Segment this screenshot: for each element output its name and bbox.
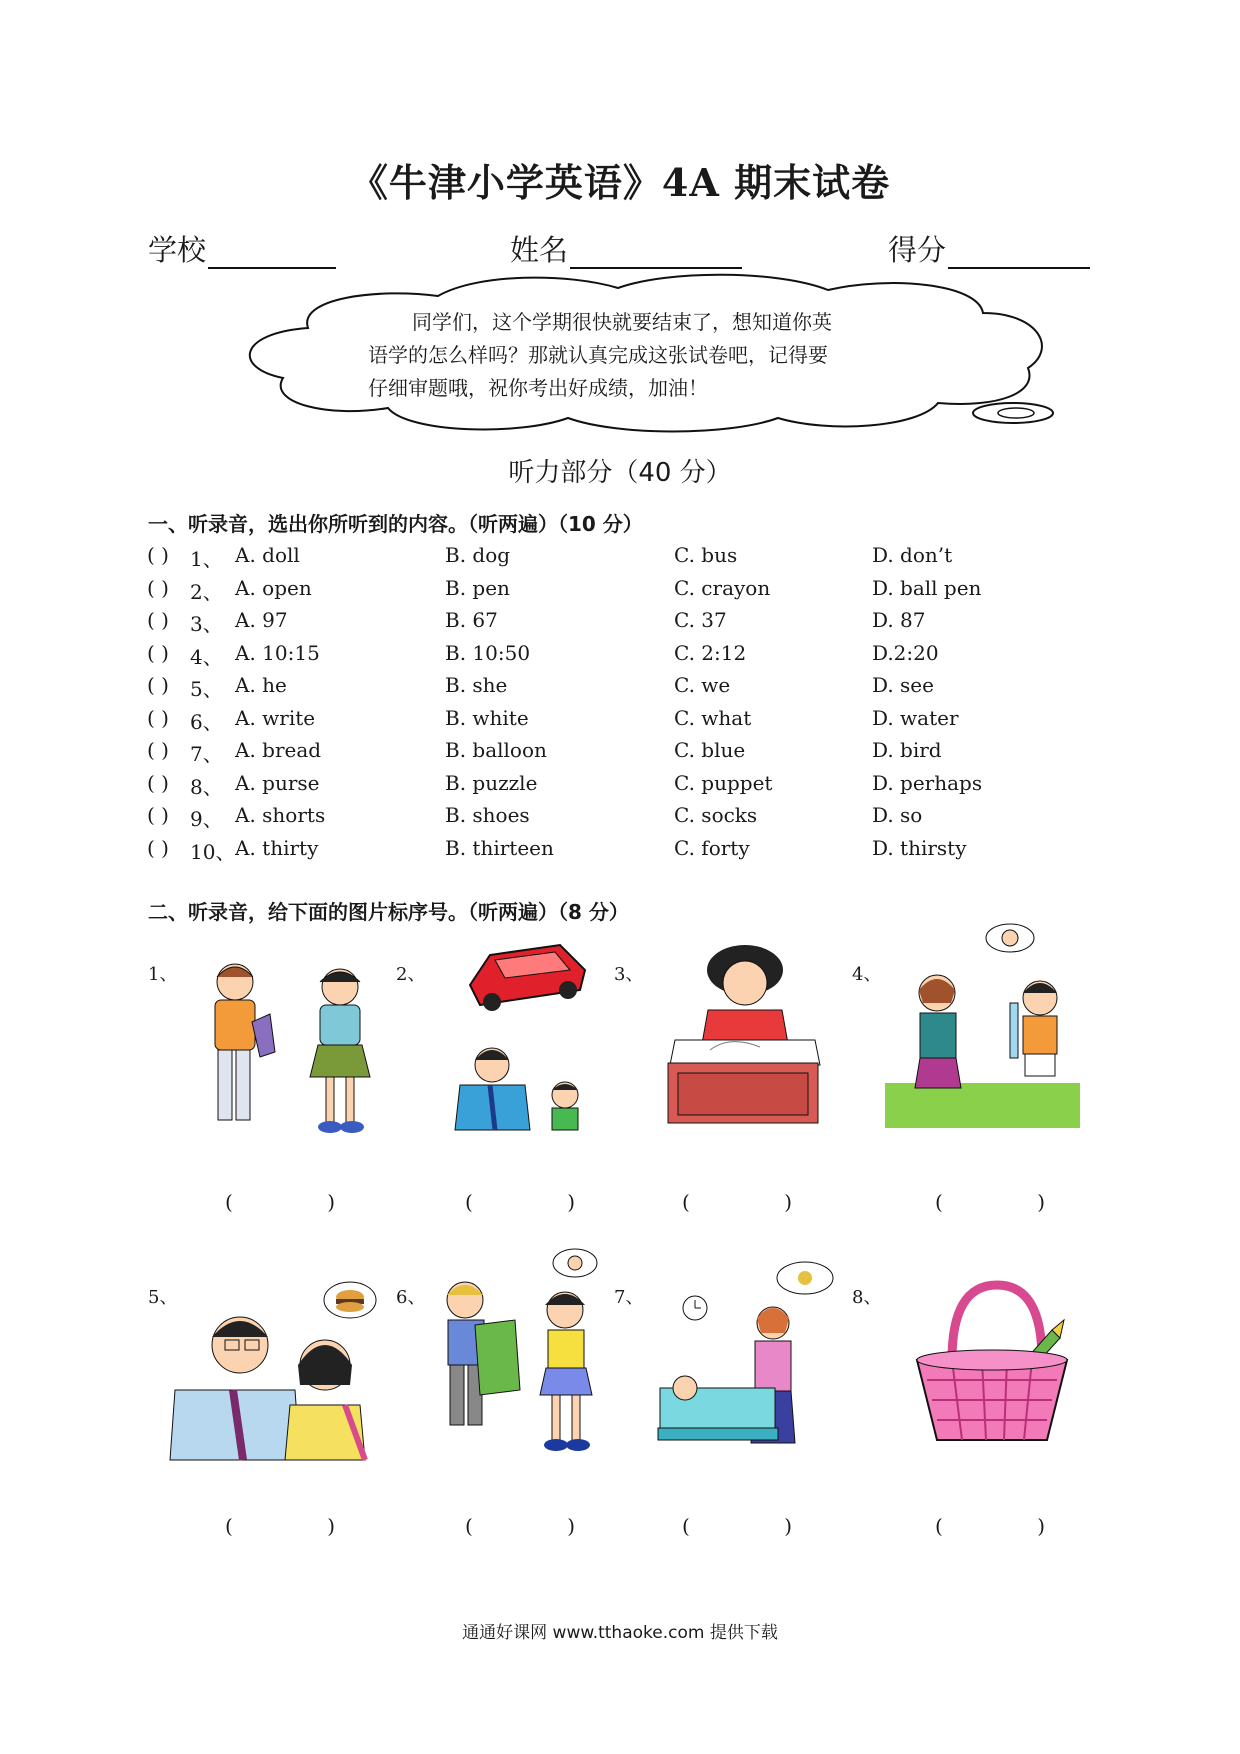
picture-two-children-clothes [190,952,390,1142]
option-c: C. bus [674,543,738,567]
question-number: 5、 [190,677,223,701]
pic-label-2: 2、 [396,964,426,985]
option-d: D. see [872,673,934,697]
pic-label-6: 6、 [396,1287,426,1308]
option-d: D. perhaps [872,770,983,795]
option-d: D.2:20 [872,640,939,665]
option-d: D. don’t [872,543,953,567]
answer-paren[interactable]: ( ) [147,543,169,567]
name-blank[interactable] [570,237,742,269]
answer-paren-7[interactable]: ( ) [682,1514,792,1538]
answer-paren[interactable]: ( ) [147,575,169,600]
answer-paren[interactable]: ( ) [147,770,169,795]
answer-paren-4[interactable]: ( ) [935,1190,1045,1214]
question-number: 2、 [190,579,223,604]
option-b: B. dog [445,543,511,567]
option-a: A. write [235,705,316,730]
option-d: D. 87 [872,608,926,632]
answer-paren-6[interactable]: ( ) [465,1514,575,1538]
answer-paren[interactable]: ( ) [147,673,169,697]
answer-paren[interactable]: ( ) [147,803,169,827]
answer-paren-1[interactable]: ( ) [225,1190,335,1214]
question-row [147,706,1007,738]
option-b: B. she [445,673,508,697]
option-a: A. doll [235,543,300,567]
listening-title: 听力部分（40 分） [508,458,732,488]
option-a: A. shorts [235,803,326,827]
option-d: D. water [872,705,959,730]
part1-heading: 一、听录音，选出你所听到的内容。（听两遍）（10 分） [148,512,643,536]
name-label: 姓名 [510,233,569,267]
option-d: D. thirsty [872,835,967,860]
picture-man-woman-hamburger [165,1275,390,1465]
option-b: B. white [445,705,529,730]
option-c: C. 37 [674,608,727,632]
pic-label-7: 7、 [614,1287,644,1308]
question-row [147,673,1007,705]
school-blank[interactable] [208,237,336,269]
cloud-line-3: 仔细审题哦，祝你考出好成绩，加油！ [368,376,708,400]
question-number: 4、 [190,644,223,669]
option-b: B. 10:50 [445,640,531,665]
pic-label-5: 5、 [148,1287,178,1308]
option-a: A. purse [235,770,320,795]
answer-paren-5[interactable]: ( ) [225,1514,335,1538]
question-row [147,803,1007,835]
option-c: C. 2:12 [674,640,747,665]
pic-label-1: 1、 [148,964,178,985]
school-label: 学校 [148,233,207,267]
picture-boy-girl-sweater [430,1245,610,1460]
question-row [147,771,1007,803]
pic-label-3: 3、 [614,964,644,985]
picture-pink-basket-pencil [912,1280,1072,1450]
option-c: C. we [674,673,731,697]
picture-woman-boy-ruler [885,918,1085,1133]
question-number: 8、 [190,774,223,799]
answer-paren-2[interactable]: ( ) [465,1190,575,1214]
answer-paren[interactable]: ( ) [147,705,169,730]
question-row [147,738,1007,770]
score-field [888,228,1090,269]
question-number: 3、 [190,612,223,636]
option-a: A. 97 [235,608,288,632]
answer-paren[interactable]: ( ) [147,835,169,860]
question-row [147,836,1007,868]
option-a: A. open [235,575,312,600]
question-number: 1、 [190,547,223,571]
cloud-line-2: 语学的怎么样吗？那就认真完成这张试卷吧，记得要 [368,343,828,367]
question-row [147,543,1007,575]
answer-paren[interactable]: ( ) [147,608,169,632]
score-blank[interactable] [948,237,1090,269]
option-a: A. 10:15 [235,640,320,665]
score-label: 得分 [888,233,947,267]
question-row [147,608,1007,640]
name-field [510,228,742,269]
answer-paren[interactable]: ( ) [147,640,169,665]
cloud-line-1: 同学们，这个学期很快就要结束了，想知道你英 [412,310,832,334]
option-c: C. puppet [674,770,773,795]
question-number: 10、 [190,839,236,864]
picture-red-car-man-boy [430,930,620,1140]
option-b: B. puzzle [445,770,538,795]
question-number: 7、 [190,742,223,766]
option-b: B. shoes [445,803,530,827]
option-b: B. thirteen [445,835,554,860]
answer-paren[interactable]: ( ) [147,738,169,762]
option-a: A. bread [235,738,322,762]
pic-label-8: 8、 [852,1287,882,1308]
answer-paren-8[interactable]: ( ) [935,1514,1045,1538]
option-d: D. ball pen [872,575,982,600]
footer-note: 通通好课网 www.tthaoke.com 提供下载 [462,1623,778,1643]
option-b: B. pen [445,575,510,600]
option-c: C. blue [674,738,746,762]
option-a: A. thirty [235,835,319,860]
question-number: 6、 [190,709,223,734]
pic-label-4: 4、 [852,964,882,985]
option-d: D. so [872,803,923,827]
option-c: C. socks [674,803,758,827]
option-b: B. 67 [445,608,498,632]
option-b: B. balloon [445,738,547,762]
option-c: C. what [674,705,752,730]
picture-mother-child-bed [655,1258,855,1463]
option-c: C. crayon [674,575,771,600]
answer-paren-3[interactable]: ( ) [682,1190,792,1214]
option-a: A. he [235,673,287,697]
page-title: 《牛津小学英语》4A 期末试卷 [349,160,891,205]
question-number: 9、 [190,807,223,831]
school-field [148,228,336,269]
picture-girl-drawing-desk [650,935,835,1135]
part2-heading: 二、听录音，给下面的图片标序号。（听两遍）（8 分） [148,900,629,924]
option-c: C. forty [674,835,750,860]
question-row [147,576,1007,608]
question-row [147,641,1007,673]
option-d: D. bird [872,738,942,762]
